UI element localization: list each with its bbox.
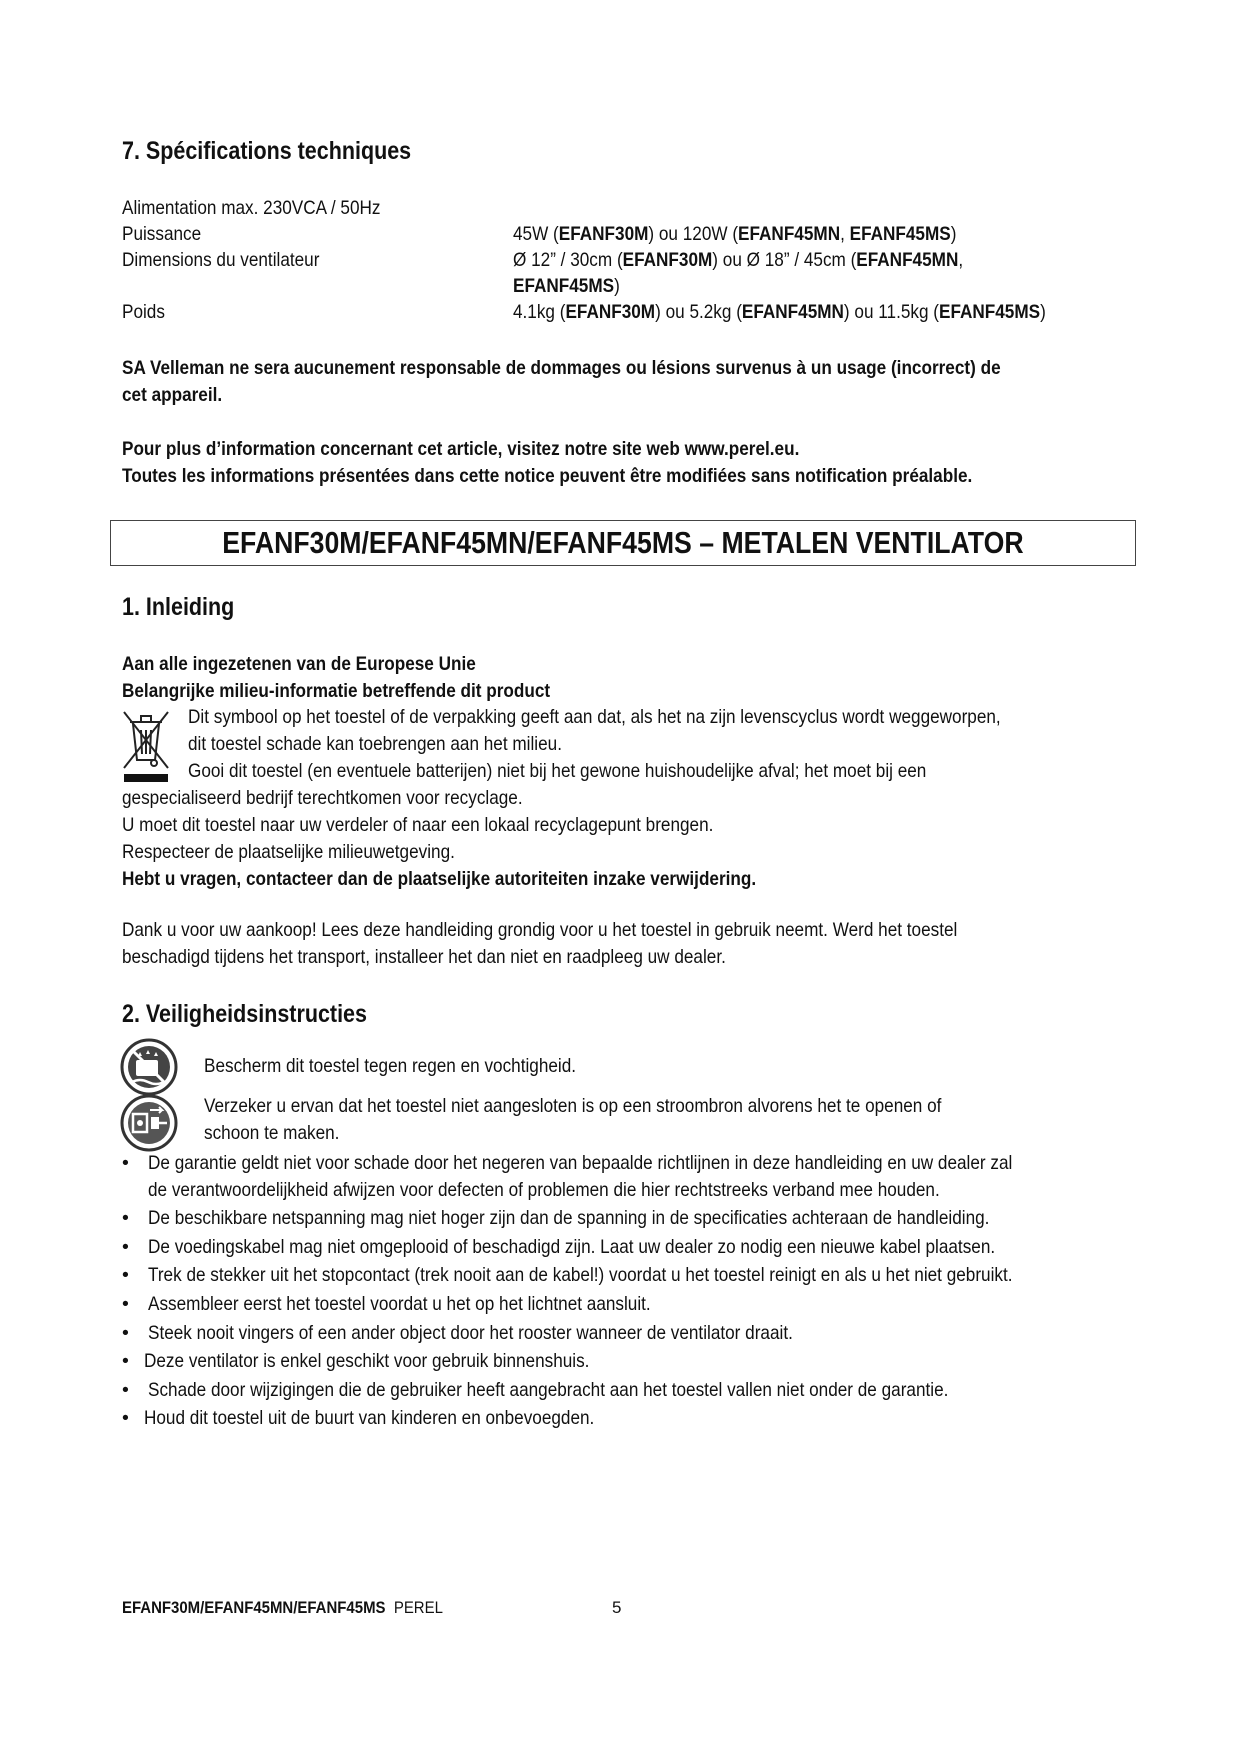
weee-line-4: gespecialiseerd bedrijf terechtkomen voor recyclage. — [122, 787, 523, 809]
list-item-text: Houd dit toestel uit de buurt van kinderen en onbevoegden. — [144, 1407, 595, 1429]
fr-section-title: 7. Spécifications techniques — [122, 137, 412, 165]
weee-bin-icon — [120, 708, 172, 784]
weee-line-2: dit toestel schade kan toebrengen aan het milieu. — [188, 733, 562, 755]
bullet-marker: • — [122, 1207, 129, 1229]
spec-model-name: EFANF30M — [558, 223, 649, 245]
bullet-marker: • — [122, 1350, 129, 1372]
bullet-marker: • — [122, 1322, 129, 1344]
spec-label: Puissance — [122, 223, 202, 245]
nl-title: EFANF30M/EFANF45MN/EFANF45MS – METALEN VENTILATOR — [222, 525, 1024, 560]
spec-label: Dimensions du ventilateur — [122, 249, 320, 271]
spec-model-name: EFANF45MN — [741, 301, 844, 323]
spec-model-name: EFANF45MS — [849, 223, 951, 245]
spec-model-name: EFANF45MS — [513, 275, 615, 297]
eu-heading-1: Aan alle ingezetenen van de Europese Unie — [122, 653, 476, 675]
list-item-text: de verantwoordelijkheid afwijzen voor defecten of problemen die hier rechtstreeks verband mee houden. — [148, 1179, 940, 1201]
spec-value-text: , — [958, 249, 964, 271]
spec-value-text: ) ou Ø 18” / 45cm ( — [712, 249, 857, 271]
list-item-text: De voedingskabel mag niet omgeplooid of beschadigd zijn. Laat uw dealer zo nodig een nieuwe kabel plaatsen. — [148, 1236, 996, 1258]
list-item-text: Schade door wijzigingen die de gebruiker heeft aangebracht aan het toestel vallen niet onder de garantie. — [148, 1379, 949, 1401]
spec-model-name: EFANF45MN — [856, 249, 959, 271]
spec-value — [513, 221, 956, 247]
spec-label: Poids — [122, 301, 165, 323]
page-number: 5 — [612, 1598, 622, 1617]
safety-icon1-text: Bescherm dit toestel tegen regen en vochtigheid. — [204, 1055, 577, 1077]
spec-label: Alimentation max. 230VCA / 50Hz — [122, 197, 381, 219]
spec-value-text: 4.1kg ( — [513, 301, 566, 323]
nl-safety-title: 2. Veiligheidsinstructies — [122, 1000, 367, 1028]
spec-value-text: ) — [950, 223, 957, 245]
spec-value — [513, 299, 1046, 325]
list-item-text: Trek de stekker uit het stopcontact (trek nooit aan de kabel!) voordat u het toestel reinigt en als u het niet gebruikt. — [148, 1264, 1013, 1286]
spec-model-name: EFANF30M — [622, 249, 713, 271]
footer-model: EFANF30M/EFANF45MN/EFANF45MS — [122, 1598, 386, 1617]
list-item-text: Assembleer eerst het toestel voordat u het op het lichtnet aansluit. — [148, 1293, 651, 1315]
spec-value-text: ) ou 11.5kg ( — [843, 301, 940, 323]
bullet-marker: • — [122, 1293, 129, 1315]
weee-line-3: Gooi dit toestel (en eventuele batterijen) niet bij het gewone huishoudelijke afval; het moet bij een — [188, 760, 927, 782]
spec-value-text: , — [840, 223, 850, 245]
info-line-1: Pour plus d’information concernant cet article, visitez notre site web www.perel.eu. — [122, 438, 800, 460]
spec-value-text: ) — [614, 275, 620, 297]
thanks-line-2: beschadigd tijdens het transport, installeer het dan niet en raadpleeg uw dealer. — [122, 946, 726, 968]
list-item-text: De garantie geldt niet voor schade door het negeren van bepaalde richtlijnen in deze handleiding en uw dealer zal — [148, 1152, 1013, 1174]
spec-value — [513, 273, 620, 299]
spec-model-name: EFANF30M — [565, 301, 656, 323]
spec-model-name: EFANF45MN — [738, 223, 841, 245]
footer-brand: PEREL — [393, 1598, 443, 1617]
nl-title-box — [110, 520, 1136, 566]
bullet-marker: • — [122, 1407, 129, 1429]
bullet-marker: • — [122, 1152, 129, 1174]
bullet-marker: • — [122, 1236, 129, 1258]
eu-heading-2: Belangrijke milieu-informatie betreffende dit product — [122, 680, 551, 702]
spec-value-text: Ø 12” / 30cm ( — [513, 249, 623, 271]
list-item-text: Deze ventilator is enkel geschikt voor gebruik binnenshuis. — [144, 1350, 590, 1372]
weee-line-5: U moet dit toestel naar uw verdeler of naar een lokaal recyclagepunt brengen. — [122, 814, 714, 836]
safety-icon2-line-1: Verzeker u ervan dat het toestel niet aangesloten is op een stroombron alvorens het te openen of — [204, 1095, 942, 1117]
spec-value-text: 45W ( — [513, 223, 559, 245]
spec-value-text: ) ou 120W ( — [648, 223, 739, 245]
bullet-marker: • — [122, 1379, 129, 1401]
weee-line-1: Dit symbool op het toestel of de verpakking geeft aan dat, als het na zijn levenscyclus wordt weggeworpen, — [188, 706, 1001, 728]
thanks-line-1: Dank u voor uw aankoop! Lees deze handleiding grondig voor u het toestel in gebruik neemt. Werd het toestel — [122, 919, 958, 941]
rain-protection-icon — [120, 1038, 178, 1096]
weee-line-6: Respecteer de plaatselijke milieuwetgeving. — [122, 841, 455, 863]
spec-value-text: ) ou 5.2kg ( — [655, 301, 742, 323]
liability-line-1: SA Velleman ne sera aucunement responsable de dommages ou lésions survenus à un usage (incorrect) de — [122, 357, 1001, 379]
bullet-marker: • — [122, 1264, 129, 1286]
safety-icon2-line-2: schoon te maken. — [204, 1122, 340, 1144]
info-line-2: Toutes les informations présentées dans cette notice peuvent être modifiées sans notification préalable. — [122, 465, 973, 487]
list-item-text: Steek nooit vingers of een ander object door het rooster wanneer de ventilator draait. — [148, 1322, 793, 1344]
list-item-text: De beschikbare netspanning mag niet hoger zijn dan de spanning in de specificaties achteraan de handleiding. — [148, 1207, 990, 1229]
spec-model-name: EFANF45MS — [939, 301, 1041, 323]
nl-intro-title: 1. Inleiding — [122, 593, 235, 621]
spec-value-text: ) — [1040, 301, 1046, 323]
unplug-icon — [120, 1094, 178, 1152]
weee-line-7: Hebt u vragen, contacteer dan de plaatselijke autoriteiten inzake verwijdering. — [122, 868, 757, 890]
footer-model-line — [122, 1598, 443, 1618]
liability-line-2: cet appareil. — [122, 384, 223, 406]
spec-value — [513, 247, 963, 273]
